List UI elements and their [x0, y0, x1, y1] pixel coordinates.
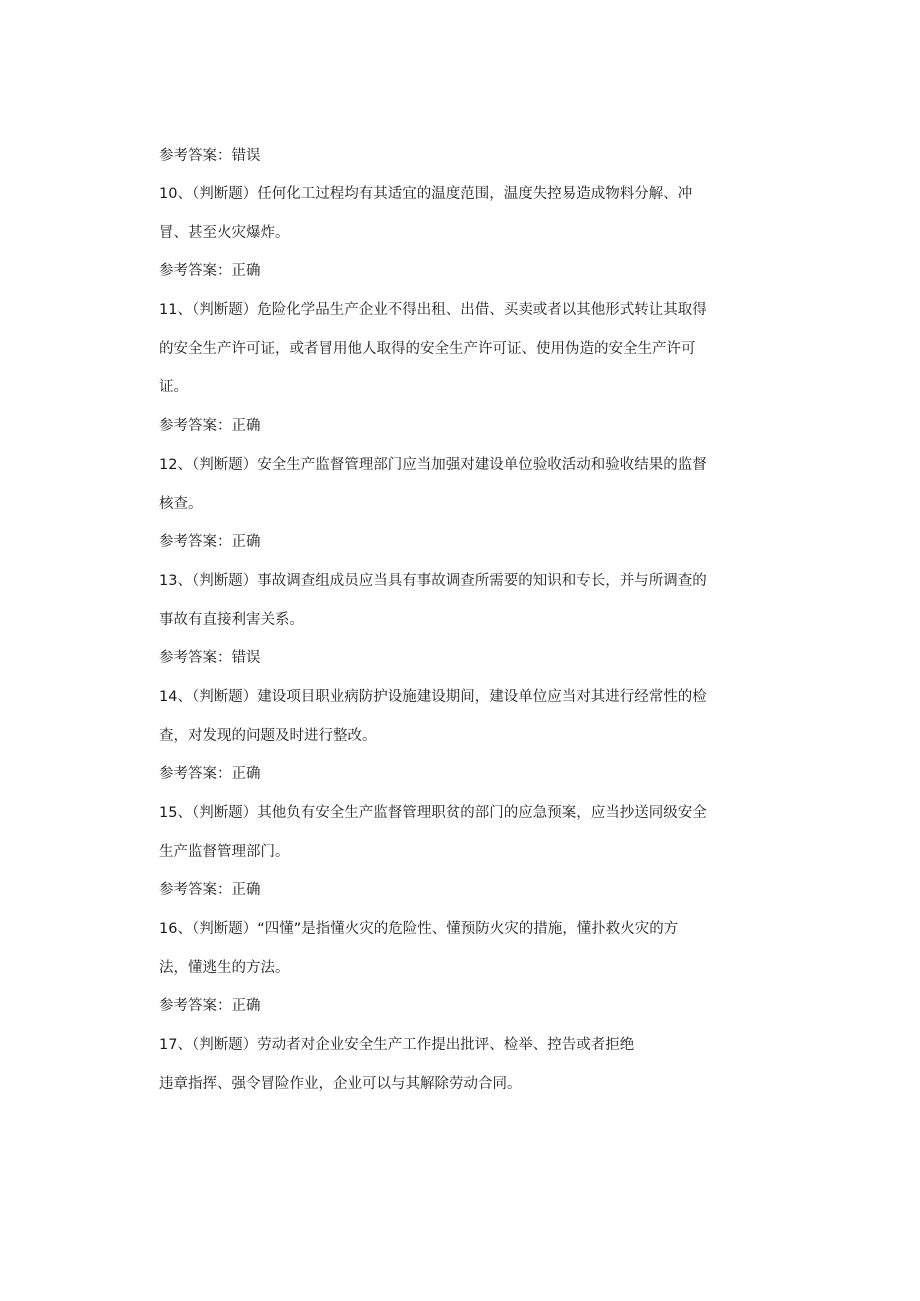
- question-12-line-2: 核查。: [159, 496, 203, 512]
- answer-line: [159, 261, 261, 281]
- question-15-line-1: 15、（判断题）其他负有安全生产监督管理职贫的部门的应急预案，应当抄送同级安全: [159, 805, 707, 821]
- question-10-line-2: 冒、甚至火灾爆炸。: [159, 225, 290, 241]
- question-11-line-2: 的安全生产许可证，或者冒用他人取得的安全生产许可证、使用伪造的安全生产许可: [159, 341, 696, 357]
- question-11-line-1: 11、（判断题）危险化学品生产企业不得出租、出借、买卖或者以其他形式转让其取得: [159, 302, 707, 318]
- question-12-line-1: 12、（判断题）安全生产监督管理部门应当加强对建设单位验收活动和验收结果的监督: [159, 457, 707, 473]
- answer-prefix: 参考答案：: [159, 148, 232, 164]
- answer-line: [159, 416, 261, 436]
- answer-line: [159, 146, 261, 166]
- question-17-line-1: 17、（判断题）劳动者对企业安全生产工作提出批评、检举、控告或者拒绝: [159, 1037, 635, 1053]
- answer-prefix: 参考答案：: [159, 263, 232, 279]
- answer-line: [159, 532, 261, 552]
- answer-line: [159, 764, 261, 784]
- answer-value: 正确: [231, 534, 261, 550]
- answer-value: 错误: [231, 650, 261, 666]
- question-16-line-1: 16、（判断题）“四懂”是指懂火灾的危险性、懂预防火灾的措施，懂扑救火灾的方: [159, 921, 679, 937]
- question-13-line-2: 事故有直接利害关系。: [159, 612, 304, 628]
- answer-prefix: 参考答案：: [159, 998, 232, 1014]
- answer-prefix: 参考答案：: [159, 650, 232, 666]
- answer-value: 正确: [231, 263, 261, 279]
- answer-value: 正确: [231, 882, 261, 898]
- answer-value: 错误: [231, 148, 261, 164]
- answer-value: 正确: [231, 998, 261, 1014]
- answer-value: 正确: [231, 418, 261, 434]
- question-11-line-3: 证。: [159, 379, 188, 395]
- question-16-line-2: 法，懂逃生的方法。: [159, 960, 290, 976]
- answer-line: [159, 880, 261, 900]
- answer-prefix: 参考答案：: [159, 418, 232, 434]
- answer-prefix: 参考答案：: [159, 882, 232, 898]
- question-13-line-1: 13、（判断题）事故调查组成员应当具有事故调查所需要的知识和专长，并与所调查的: [159, 573, 707, 589]
- question-14-line-1: 14、（判断题）建设项目职业病防护设施建设期间，建设单位应当对其进行经常性的检: [159, 689, 707, 705]
- question-17-line-2: 违章指挥、强令冒险作业，企业可以与其解除劳动合同。: [159, 1076, 522, 1092]
- answer-line: [159, 648, 261, 668]
- answer-line: [159, 996, 261, 1016]
- question-15-line-2: 生产监督管理部门。: [159, 844, 290, 860]
- answer-prefix: 参考答案：: [159, 534, 232, 550]
- question-10-line-1: 10、（判断题）任何化工过程均有其适宜的温度范围，温度失控易造成物料分解、冲: [159, 186, 693, 202]
- answer-prefix: 参考答案：: [159, 766, 232, 782]
- answer-value: 正确: [231, 766, 261, 782]
- question-14-line-2: 查，对发现的问题及时进行整改。: [159, 728, 377, 744]
